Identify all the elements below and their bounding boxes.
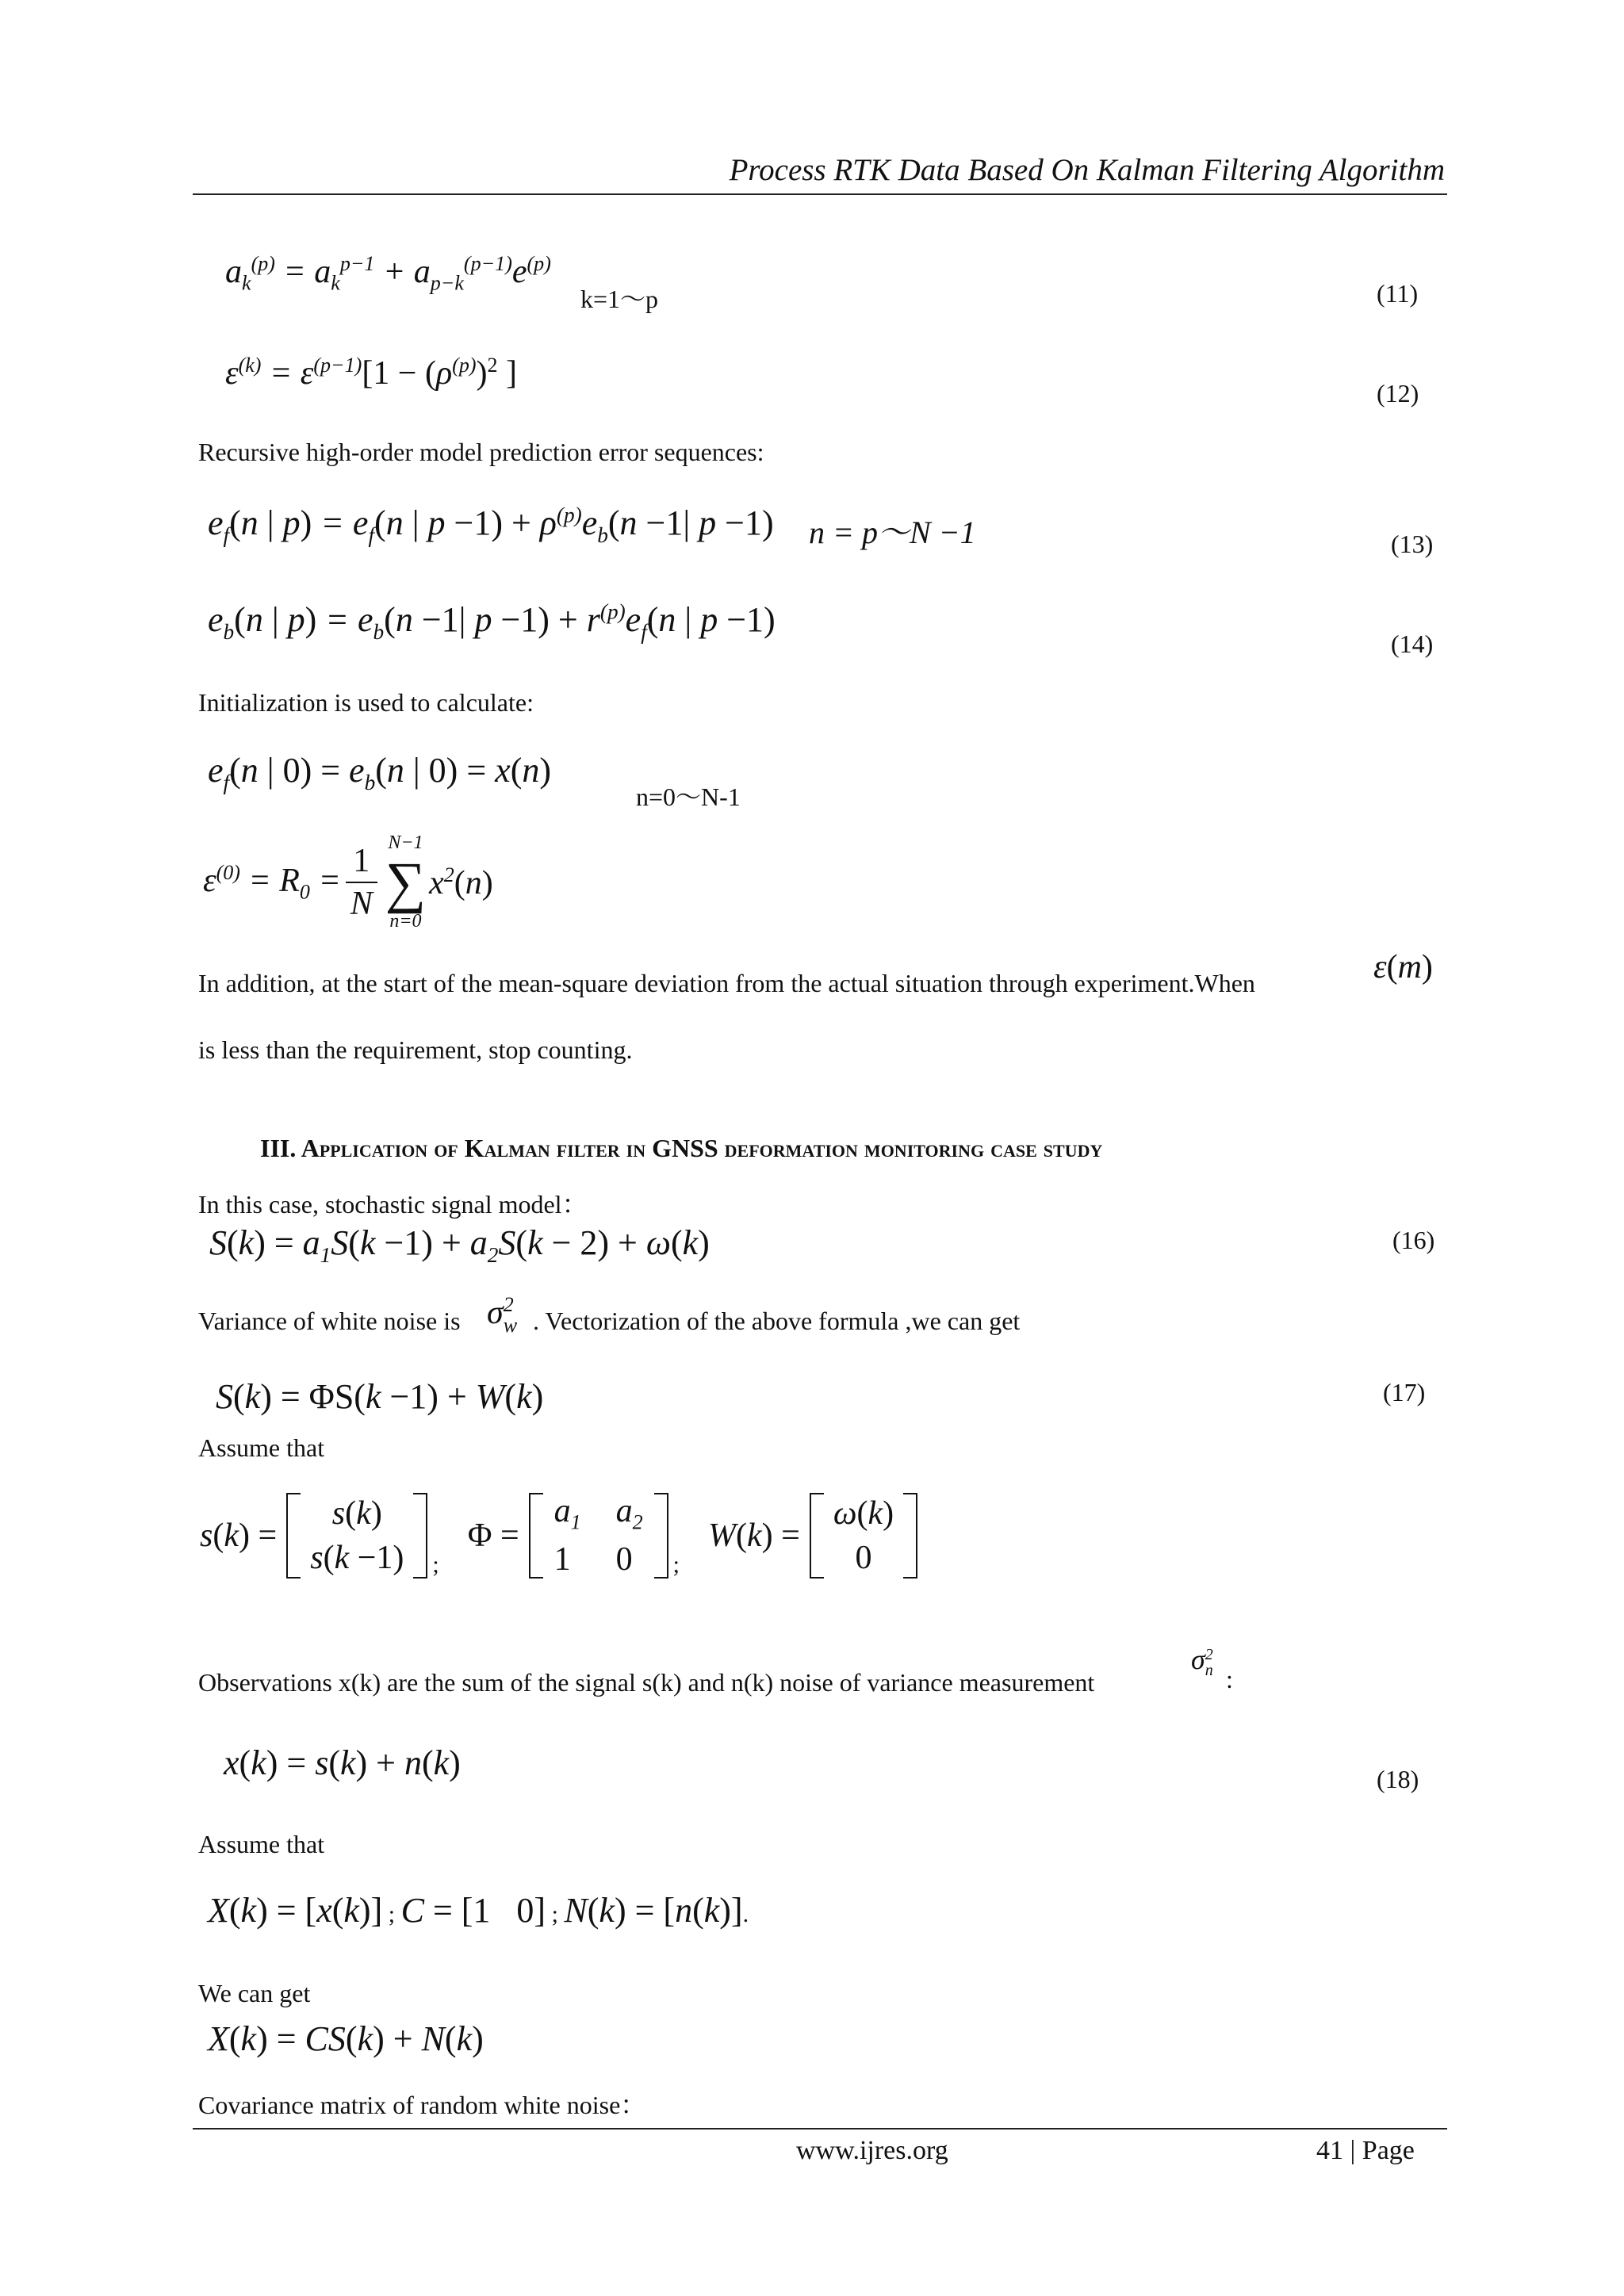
eq18-number: (18) (1377, 1765, 1419, 1793)
eq17-number: (17) (1383, 1378, 1426, 1406)
equation-17: S(k) = ΦS(k −1) + W(k) (216, 1377, 544, 1416)
equation-18: x(k) = s(k) + n(k) (224, 1743, 461, 1782)
section-heading: III. Application of Kalman filter in GNSS deformation monitoring case study (260, 1134, 1103, 1162)
epsilon-m: ε(m) (1373, 949, 1433, 985)
sigma-w-squared: σ 2 w (487, 1293, 518, 1337)
init-condition: n=0～N-1 (636, 783, 741, 811)
eq11-number: (11) (1377, 279, 1419, 308)
footer-url[interactable]: www.ijres.org (796, 2136, 948, 2165)
footer-page-number: 41 | Page (1316, 2136, 1415, 2165)
equation-12: $\varepsilon^{(k)} = \varepsilon^{(p-1)}[1 - (\rho^{(p)})^2$ ] (225, 354, 518, 392)
eq14-number: (14) (1391, 629, 1434, 658)
equation-observation: X(k) = CS(k) + N(k) (208, 2019, 484, 2058)
equation-16: $S(k) = a_1S(k -1) + a_2S(k - 2) + \omega(k)$ (209, 1223, 710, 1267)
observations-colon: : (1226, 1665, 1233, 1693)
eq12-number: (12) (1377, 379, 1419, 408)
eq16-number: (16) (1392, 1226, 1435, 1254)
fraction-1-over-N: $\frac{1}{N}$ (346, 842, 377, 923)
matrix-phi: $a_1$ $a_2$ 1 0 (529, 1492, 668, 1578)
addition-line1: In addition, at the start of the mean-square deviation from the actual situation through experiment.When (198, 969, 1255, 997)
covariance-text: Covariance matrix of random white noise： (198, 2091, 646, 2119)
we-can-get: We can get (198, 1979, 311, 2007)
epsilon0-equation: $\varepsilon^{(0)} = R_0$ = $\frac{1}{N}$ N−1 ∑ n=0 $x^2(n)$ (203, 832, 493, 932)
running-header-title: Process RTK Data Based On Kalman Filtering Algorithm (729, 153, 1445, 187)
case-intro: In this case, stochastic signal model： (198, 1190, 588, 1219)
equation-11: $a_k^{(p)} = a_k^{p-1} + a_{p-k}^{(p-1)}e^{(p)}$ (225, 252, 551, 295)
eq13-number: (13) (1391, 530, 1434, 558)
header-rule (193, 193, 1447, 195)
equation-14: $e_b(n$ | $p) = e_b(n -1|$ $p -1) + r^{(p)}e_f(n$ | p −1) (208, 599, 776, 644)
summation-symbol: N−1 ∑ n=0 (385, 832, 427, 932)
sigma-n-squared: σ 2 n (1191, 1644, 1213, 1679)
observations-text: Observations x(k) are the sum of the signal s(k) and n(k) noise of variance measurement (198, 1668, 1095, 1697)
matrix-s: s(k) s(k −1) (286, 1493, 427, 1578)
eq13-condition: n = p～N −1 (809, 515, 976, 550)
init-equation: $e_f(n$ | $0) = e_b(n$ | 0) = x(n) (208, 751, 551, 794)
assume-that-1: Assume that (198, 1433, 325, 1462)
addition-line2: is less than the requirement, stop counting. (198, 1035, 633, 1064)
init-intro: Initialization is used to calculate: (198, 688, 534, 717)
variance-text-b: . Vectorization of the above formula ,we can get (533, 1307, 1021, 1335)
footer-rule (193, 2128, 1447, 2130)
eq11-condition: k=1～p (580, 285, 659, 313)
equation-13: $e_f(n$ | $p) = e_f(n$ | $p -1) + \rho^{(p)}e_b(n -1|$ p −1) (208, 503, 774, 547)
assume-that-2: Assume that (198, 1830, 325, 1858)
xcn-definitions: X(k) = [x(k)] ; C = [1 0] ; N(k) = [n(k)]. (208, 1891, 749, 1930)
variance-text-a: Variance of white noise is (198, 1307, 461, 1335)
matrix-w: ω(k) 0 (810, 1493, 917, 1578)
recursive-intro: Recursive high-order model prediction error sequences: (198, 438, 764, 466)
matrix-definitions: s(k) = s(k) s(k −1) ; Φ = $a_1$ $a_2$ 1 0 ; W(k) = ω(k) 0 (200, 1492, 917, 1578)
